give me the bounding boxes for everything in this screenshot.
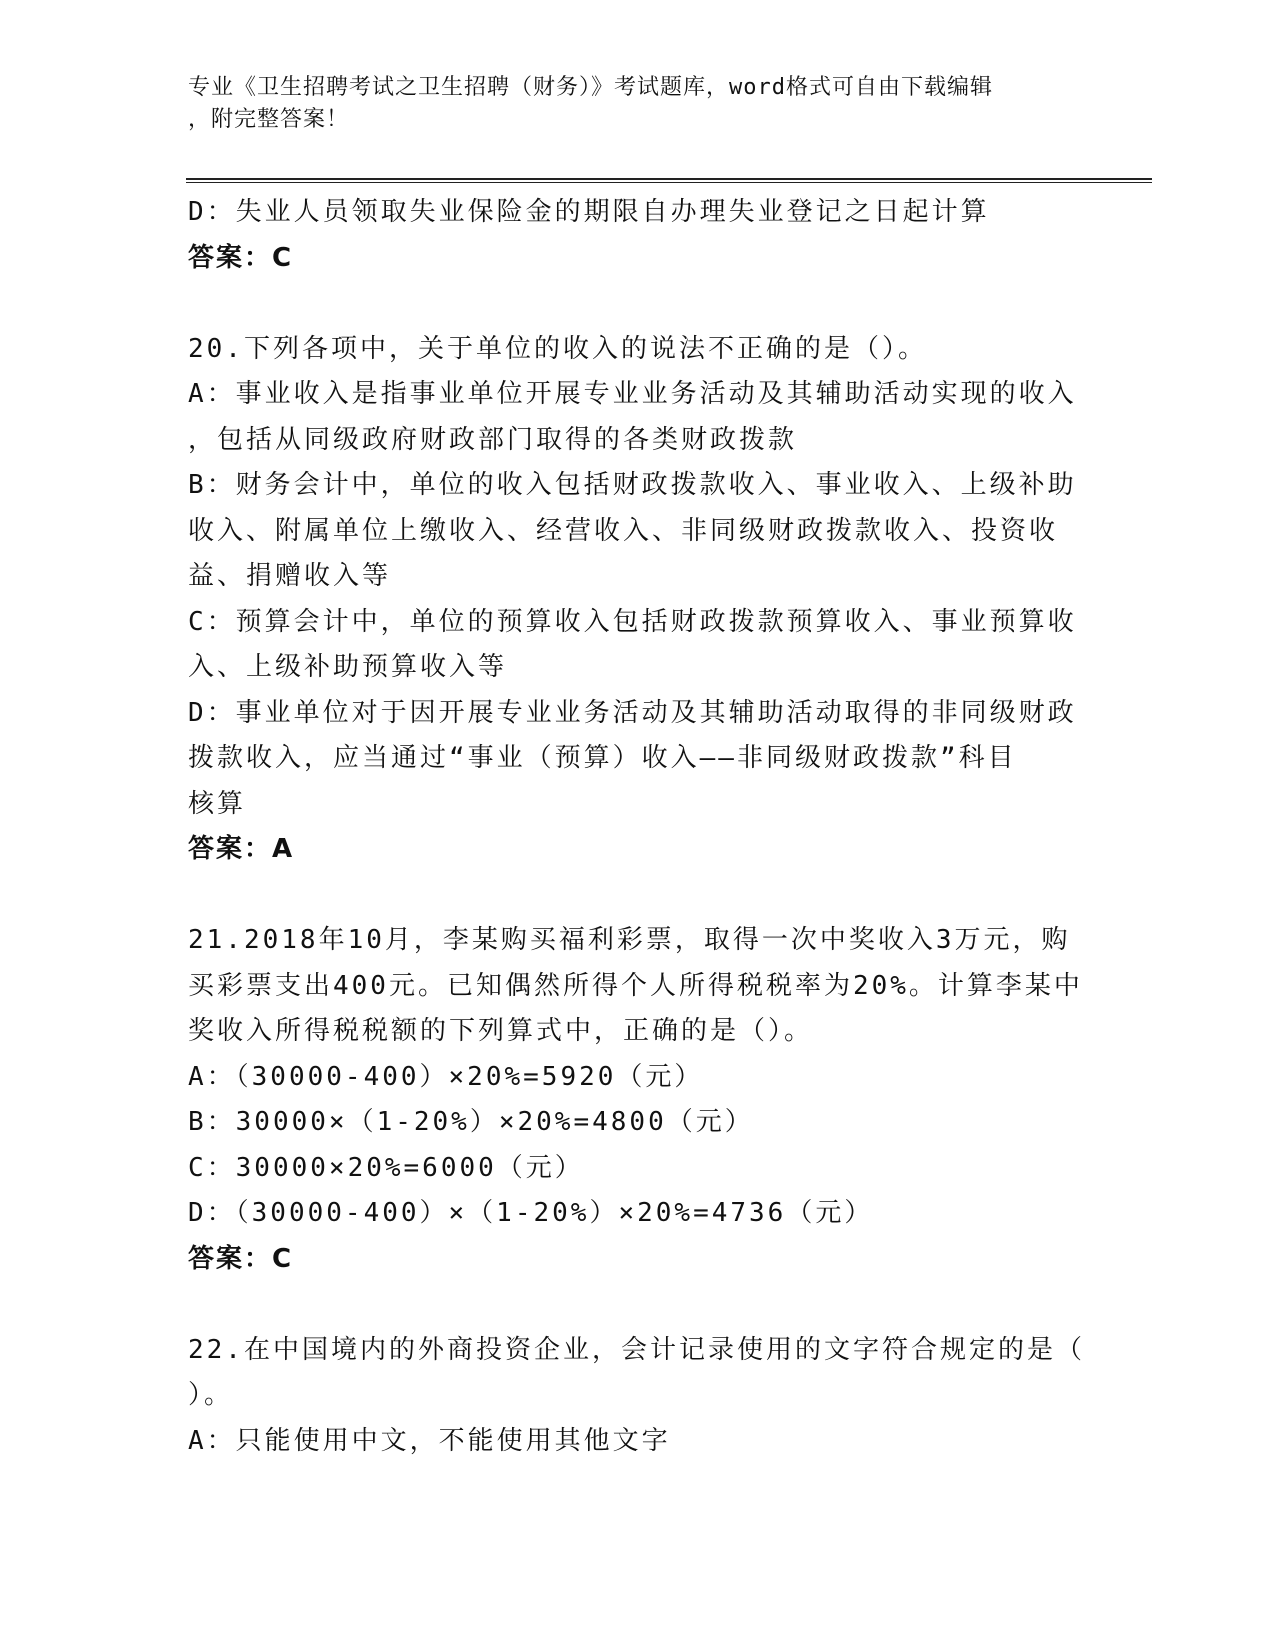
- spacer: [188, 1282, 1088, 1328]
- question-stem: 22.在中国境内的外商投资企业，会计记录使用的文字符合规定的是（: [188, 1334, 1085, 1365]
- header-line: 专业《卫生招聘考试之卫生招聘（财务）》考试题库，word格式可自由下载编辑: [188, 75, 993, 100]
- option-b: B：财务会计中，单位的收入包括财政拨款收入、事业收入、上级补助: [188, 470, 1077, 500]
- question-21: [188, 918, 1088, 1282]
- option-c-cont: 入、上级补助预算收入等: [188, 652, 508, 682]
- option-d: D：事业单位对于因开展专业业务活动及其辅助活动取得的非同级财政: [188, 697, 1077, 728]
- option-d: D：失业人员领取失业保险金的期限自办理失业登记之日起计算: [188, 197, 990, 227]
- answer-line: 答案：C: [188, 242, 294, 273]
- option-c: C：预算会计中，单位的预算收入包括财政拨款预算收入、事业预算收: [188, 606, 1077, 637]
- question-stem-cont: 买彩票支出400元。已知偶然所得个人所得税税率为20%。计算李某中: [188, 970, 1083, 1001]
- option-d: D：（30000-400）×（1-20%）×20%=4736（元）: [188, 1198, 874, 1228]
- question-stem: 21.2018年10月，李某购买福利彩票，取得一次中奖收入3万元，购: [188, 925, 1071, 955]
- option-b: B：30000×（1-20%）×20%=4800（元）: [188, 1107, 754, 1137]
- answer-line: 答案：C: [188, 1243, 294, 1274]
- spacer: [188, 873, 1088, 919]
- question-content: [188, 190, 1088, 1464]
- header-line: ，附完整答案！: [188, 107, 350, 132]
- answer-line: 答案：A: [188, 834, 295, 864]
- question-22: [188, 1328, 1088, 1465]
- header-divider: [186, 178, 1152, 183]
- question-stem-cont: 奖收入所得税税额的下列算式中，正确的是（）。: [188, 1016, 814, 1046]
- option-a-cont: ，包括从同级政府财政部门取得的各类财政拨款: [188, 424, 798, 455]
- option-d-cont: 拨款收入，应当通过“事业（预算）收入——非同级财政拨款”科目: [188, 743, 1017, 773]
- option-a: A：（30000-400）×20%=5920（元）: [188, 1061, 704, 1092]
- option-a: A：事业收入是指事业单位开展专业业务活动及其辅助活动实现的收入: [188, 379, 1077, 409]
- question-stem-cont: ）。: [188, 1380, 234, 1410]
- option-c: C：30000×20%=6000（元）: [188, 1152, 584, 1183]
- option-b-cont: 益、捐赠收入等: [188, 561, 392, 591]
- spacer: [188, 281, 1088, 327]
- option-a: A：只能使用中文，不能使用其他文字: [188, 1425, 671, 1456]
- question-20: [188, 327, 1088, 873]
- option-b-cont: 收入、附属单位上缴收入、经营收入、非同级财政拨款收入、投资收: [188, 515, 1059, 546]
- document-header: [188, 72, 1088, 136]
- question-stem: 20.下列各项中，关于单位的收入的说法不正确的是（）。: [188, 333, 927, 364]
- option-d-cont: 核算: [188, 788, 247, 819]
